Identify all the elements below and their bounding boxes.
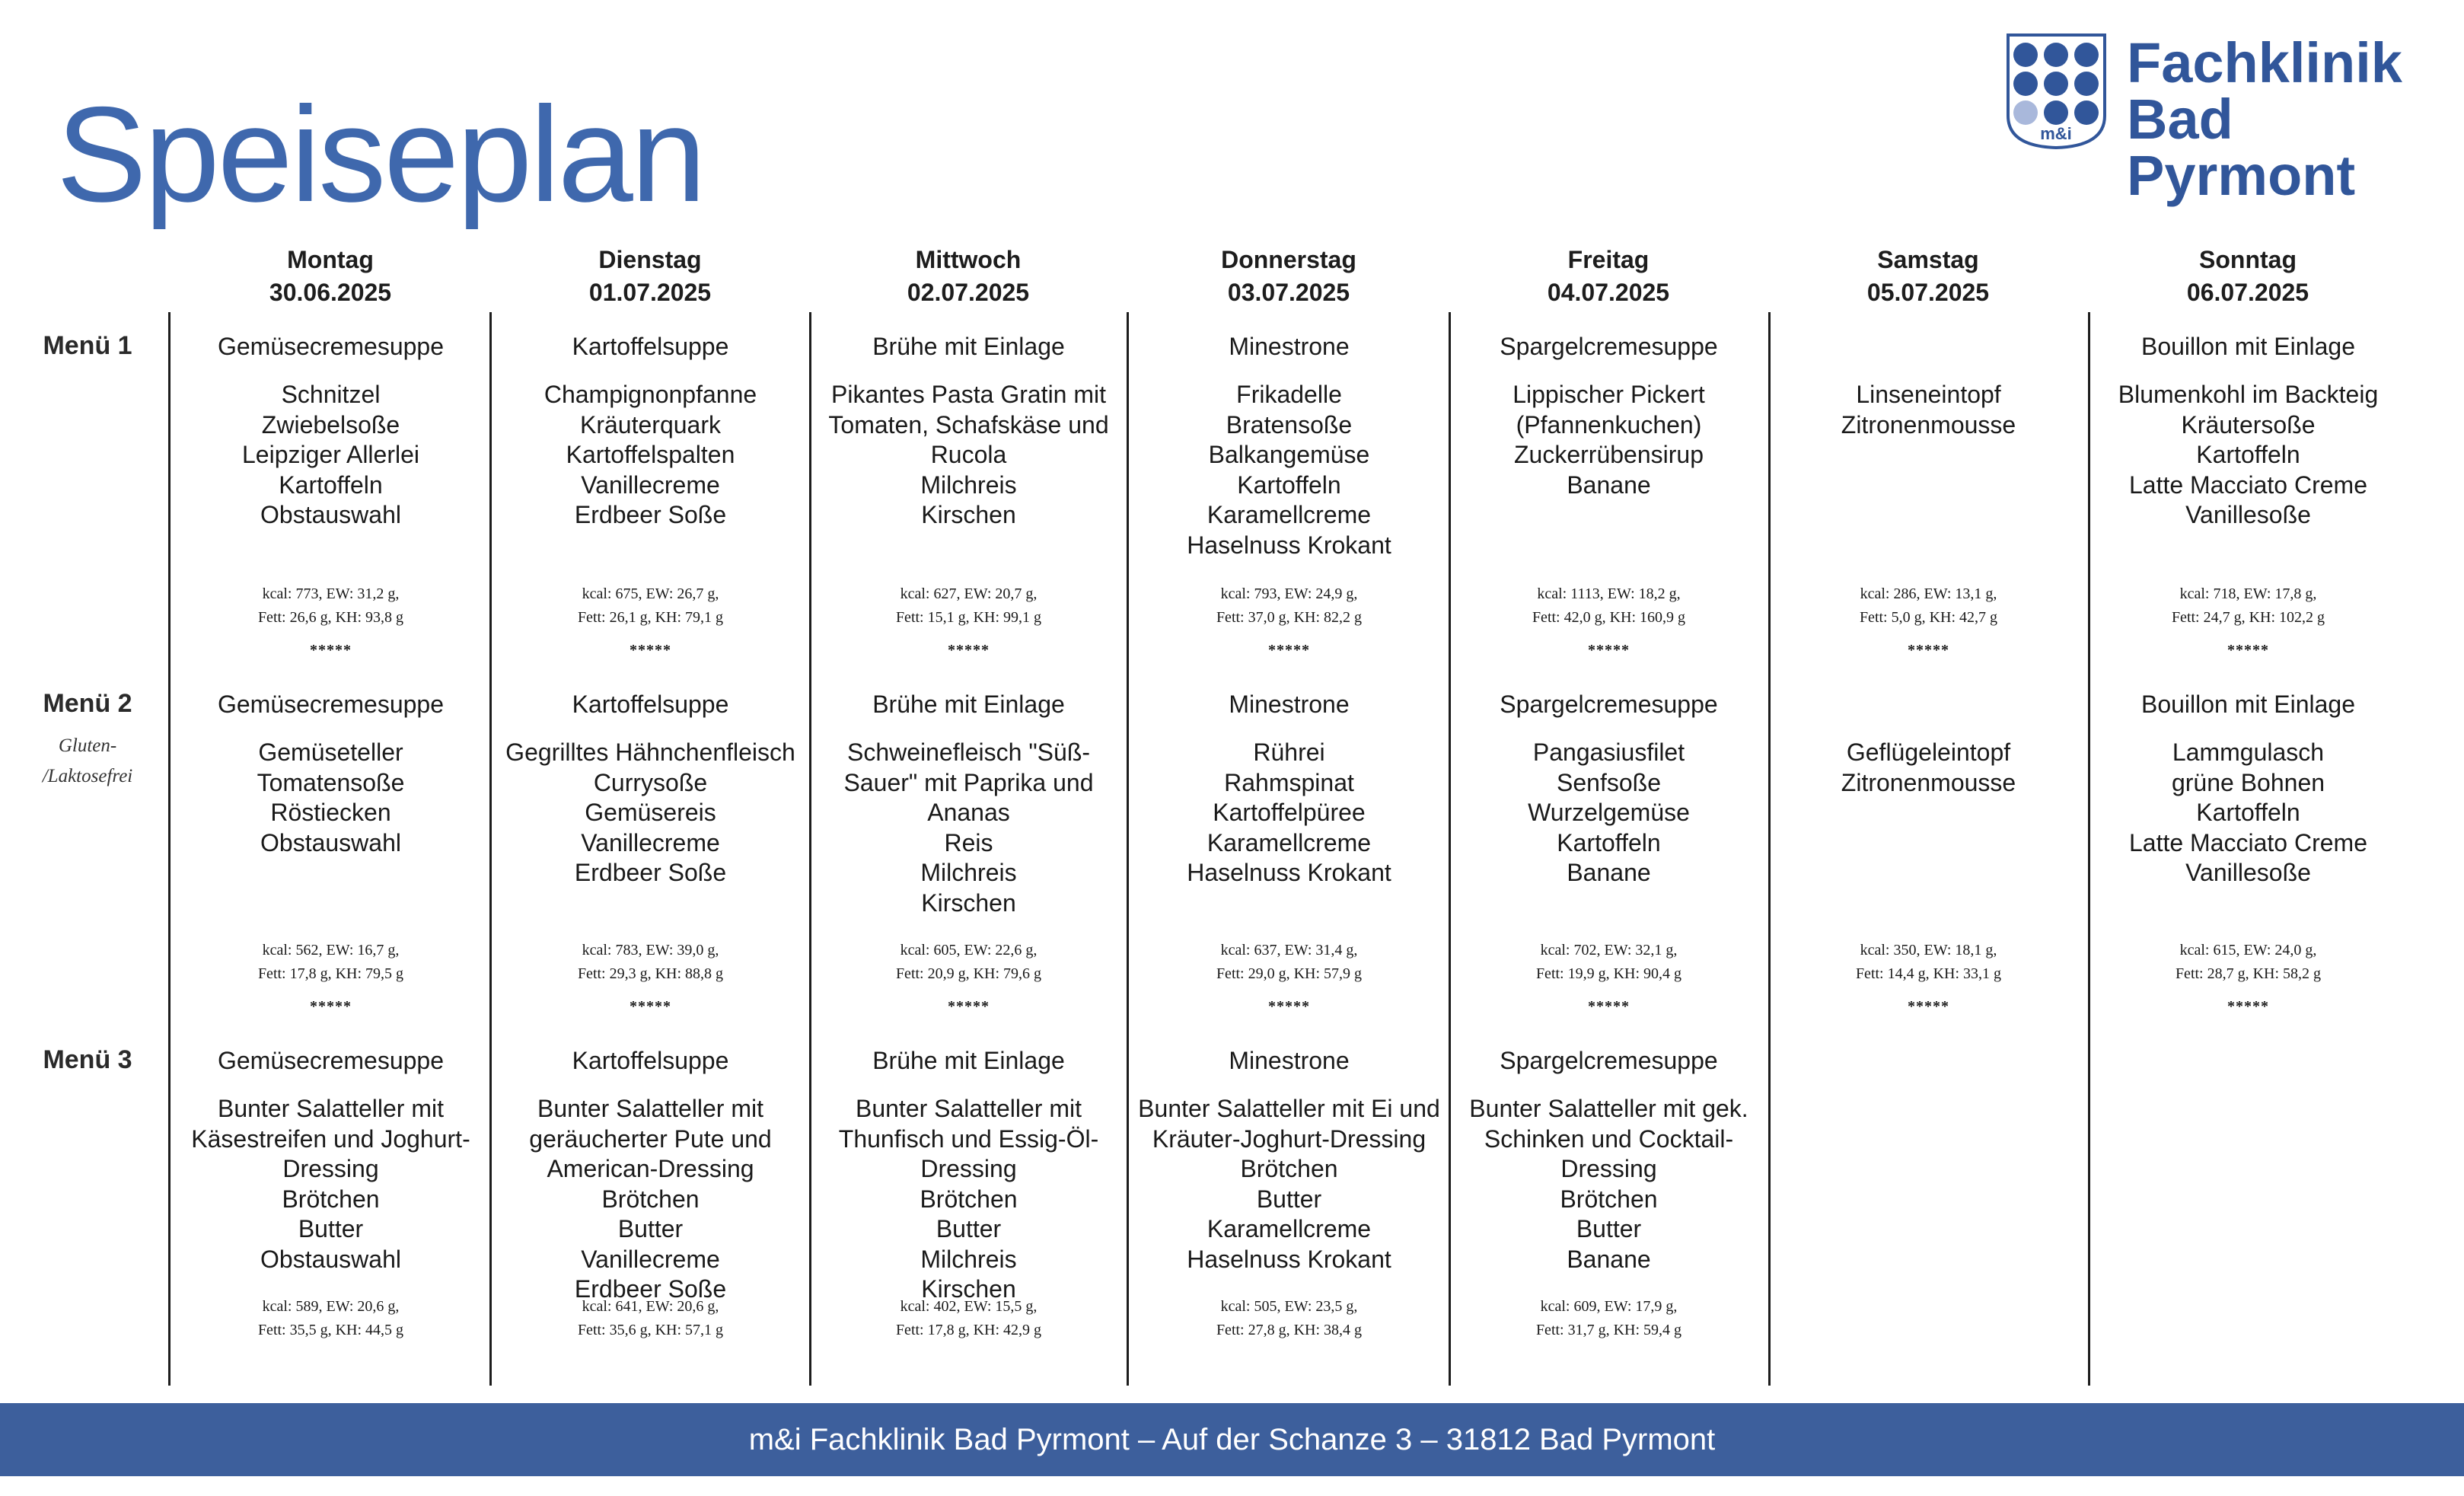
- dish-item: Käsestreifen und Joghurt-: [191, 1124, 470, 1153]
- dish-item: Thunfisch und Essig-Öl-: [838, 1124, 1099, 1153]
- dish-item: Frikadelle: [1236, 381, 1342, 408]
- dish-list: [1131, 738, 1447, 888]
- separator-stars: *****: [1588, 642, 1630, 659]
- menu-cell: [1771, 1045, 2086, 1094]
- dish-item: Rührei: [1253, 738, 1325, 766]
- column-divider: [489, 312, 492, 1386]
- dish-item: Bunter Salatteller mit gek.: [1469, 1095, 1748, 1122]
- nutrition-info: [173, 1295, 489, 1342]
- dish-item: Butter: [1576, 1215, 1642, 1242]
- nutrition-info: [1451, 582, 1767, 630]
- dish-item: Röstiecken: [270, 799, 391, 826]
- nutrition-info: [1771, 939, 2086, 986]
- dish-item: Obstauswahl: [260, 828, 401, 856]
- nutrition-info: [811, 939, 1127, 986]
- dish-item: Tomatensoße: [257, 768, 405, 796]
- dish-item: Kirschen: [921, 501, 1016, 528]
- dish-item: Zitronenmousse: [1841, 768, 2016, 796]
- menu-cell: [2090, 1045, 2406, 1094]
- menu-cell: [173, 689, 489, 858]
- nutrition-line: Fett: 31,7 g, KH: 59,4 g: [1535, 1322, 1682, 1338]
- dish-list: [1771, 738, 2086, 798]
- dish-item: Banane: [1567, 1245, 1651, 1273]
- soup-name: Gemüsecremesuppe: [217, 691, 445, 718]
- dietary-note: Gluten- /Laktosefrei: [42, 735, 133, 786]
- dish-item: Obstauswahl: [260, 1245, 401, 1273]
- soup-name: Gemüsecremesuppe: [217, 333, 445, 360]
- nutrition-info: [173, 939, 489, 986]
- day-date: 04.07.2025: [1547, 279, 1670, 306]
- separator-stars: *****: [948, 642, 990, 659]
- menu-cell: [811, 1045, 1127, 1305]
- dish-item: Vanillecreme: [581, 1245, 720, 1273]
- soup-name: Kartoffelsuppe: [572, 1047, 729, 1074]
- nutrition-info: [492, 939, 808, 986]
- nutrition-line: Fett: 37,0 g, KH: 82,2 g: [1216, 609, 1363, 626]
- dish-item: Currysoße: [593, 768, 708, 796]
- nutrition-line: Fett: 15,1 g, KH: 99,1 g: [895, 609, 1042, 626]
- dish-item: Bunter Salatteller mit: [217, 1095, 444, 1122]
- dish-item: Banane: [1567, 859, 1651, 886]
- dish-item: Reis: [944, 828, 993, 856]
- dish-item: Balkangemüse: [1208, 441, 1370, 468]
- dish-item: Senfsoße: [1557, 768, 1661, 796]
- dish-item: Ananas: [927, 799, 1010, 826]
- dish-item: Pangasiusfilet: [1532, 738, 1685, 766]
- day-date: 01.07.2025: [588, 279, 712, 306]
- nutrition-line: kcal: 783, EW: 39,0 g,: [582, 942, 719, 959]
- soup-name: Kartoffelsuppe: [572, 333, 729, 360]
- dish-item: Wurzelgemüse: [1528, 799, 1690, 826]
- logo-text-line1: Fachklinik: [2127, 31, 2402, 94]
- dish-item: Kräutersoße: [2181, 410, 2316, 439]
- nutrition-line: kcal: 675, EW: 26,7 g,: [582, 585, 719, 602]
- dish-item: Brötchen: [601, 1185, 700, 1213]
- dish-item: Bunter Salatteller mit: [537, 1095, 763, 1122]
- dish-item: Milchreis: [920, 1245, 1017, 1273]
- menu-label: Menü 2: [43, 689, 132, 718]
- separator-stars: *****: [630, 642, 671, 659]
- separator-stars: *****: [630, 998, 671, 1015]
- day-date: 06.07.2025: [2186, 279, 2309, 306]
- dish-item: Dressing: [1560, 1155, 1657, 1182]
- soup-name: Brühe mit Einlage: [872, 1047, 1065, 1074]
- dish-item: Zwiebelsoße: [261, 410, 400, 439]
- day-header: [808, 244, 1128, 309]
- dish-item: Dressing: [282, 1155, 379, 1182]
- dish-item: Brötchen: [1560, 1185, 1658, 1213]
- separator-stars: *****: [310, 642, 352, 659]
- logo-mark-text: m&i: [2040, 124, 2072, 143]
- dish-item: Rahmspinat: [1224, 768, 1354, 796]
- nutrition-line: kcal: 637, EW: 31,4 g,: [1220, 942, 1358, 959]
- day-header: [1129, 244, 1449, 309]
- footer-address: m&i Fachklinik Bad Pyrmont – Auf der Schanze 3 – 31812 Bad Pyrmont: [0, 1403, 2464, 1476]
- dish-item: Vanillecreme: [581, 828, 720, 856]
- menu-cell: [811, 331, 1127, 531]
- menu-grid: [0, 244, 2464, 1386]
- dish-list: [1131, 380, 1447, 560]
- soup-name: Spargelcremesuppe: [1500, 691, 1718, 718]
- nutrition-info: [492, 1295, 808, 1342]
- nutrition-line: Fett: 17,8 g, KH: 42,9 g: [895, 1322, 1042, 1338]
- dish-item: Geflügeleintopf: [1846, 738, 2011, 766]
- clinic-logo: [2005, 23, 2446, 207]
- soup-name: Brühe mit Einlage: [872, 691, 1065, 718]
- nutrition-line: Fett: 26,1 g, KH: 79,1 g: [577, 609, 724, 626]
- dish-item: Brötchen: [920, 1185, 1018, 1213]
- nutrition-line: kcal: 627, EW: 20,7 g,: [900, 585, 1038, 602]
- dish-item: American-Dressing: [547, 1155, 754, 1182]
- dish-item: Kirschen: [921, 1275, 1016, 1303]
- soup-name: [1771, 1045, 2086, 1076]
- dish-item: geräucherter Pute und: [529, 1124, 772, 1153]
- menu-cell: [173, 331, 489, 531]
- nutrition-line: Fett: 17,8 g, KH: 79,5 g: [257, 965, 404, 982]
- nutrition-line: Fett: 20,9 g, KH: 79,6 g: [895, 965, 1042, 982]
- column-divider: [168, 312, 171, 1386]
- dish-item: Tomaten, Schafskäse und: [828, 410, 1109, 439]
- dish-item: Zuckerrübensirup: [1514, 441, 1704, 468]
- soup-name: [1771, 689, 2086, 719]
- day-date: 30.06.2025: [269, 279, 392, 306]
- dish-item: Zitronenmousse: [1841, 410, 2016, 439]
- menu-cell: [1451, 1045, 1767, 1274]
- nutrition-line: Fett: 28,7 g, KH: 58,2 g: [2175, 965, 2322, 982]
- dish-list: [1451, 1094, 1767, 1274]
- day-date: 03.07.2025: [1227, 279, 1350, 306]
- menu-cell: [1451, 331, 1767, 500]
- column-divider: [1127, 312, 1129, 1386]
- dish-item: Karamellcreme: [1206, 1215, 1372, 1242]
- dish-item: Leipziger Allerlei: [241, 441, 419, 468]
- soup-name: Minestrone: [1229, 1047, 1350, 1074]
- nutrition-line: Fett: 35,6 g, KH: 57,1 g: [577, 1322, 724, 1338]
- day-name: Montag: [287, 246, 374, 273]
- menu-cell: [1451, 689, 1767, 888]
- menu-cell: [1131, 1045, 1447, 1274]
- dish-item: Erdbeer Soße: [574, 1275, 727, 1303]
- nutrition-line: kcal: 350, EW: 18,1 g,: [1860, 942, 1997, 959]
- soup-name: [2090, 1045, 2406, 1076]
- day-name: Dienstag: [598, 246, 702, 273]
- dish-item: Gemüseteller: [258, 738, 403, 766]
- dish-item: Vanillecreme: [581, 470, 720, 499]
- nutrition-line: kcal: 605, EW: 22,6 g,: [900, 942, 1038, 959]
- dish-item: Brötchen: [1240, 1155, 1338, 1182]
- dish-item: grüne Bohnen: [2171, 768, 2325, 796]
- menu-label: Menü 1: [43, 331, 132, 360]
- dish-item: Butter: [617, 1215, 684, 1242]
- page-title: Speiseplan: [56, 78, 704, 230]
- dish-item: Bunter Salatteller mit Ei und: [1138, 1095, 1440, 1122]
- nutrition-line: kcal: 718, EW: 17,8 g,: [2179, 585, 2317, 602]
- soup-name: [1771, 331, 2086, 362]
- dish-list: [811, 1094, 1127, 1305]
- dish-item: Kartoffeln: [2196, 799, 2300, 826]
- clinic-logo-icon: [2005, 32, 2108, 150]
- menu-cell: [492, 1045, 808, 1305]
- dish-item: Haselnuss Krokant: [1187, 1245, 1391, 1273]
- nutrition-line: kcal: 589, EW: 20,6 g,: [262, 1298, 400, 1315]
- menu-cell: [492, 331, 808, 531]
- nutrition-line: Fett: 29,0 g, KH: 57,9 g: [1216, 965, 1363, 982]
- dish-list: [492, 1094, 808, 1305]
- separator-stars: *****: [1588, 998, 1630, 1015]
- dish-item: Haselnuss Krokant: [1187, 859, 1391, 886]
- dish-list: [173, 738, 489, 858]
- nutrition-info: [1771, 582, 2086, 630]
- dish-item: Banane: [1567, 470, 1651, 499]
- dish-item: Karamellcreme: [1206, 501, 1372, 528]
- dish-item: Lippischer Pickert: [1513, 381, 1705, 408]
- separator-stars: *****: [2227, 642, 2269, 659]
- soup-name: Bouillon mit Einlage: [2140, 691, 2356, 718]
- day-name: Freitag: [1567, 246, 1650, 273]
- dish-item: Erdbeer Soße: [574, 501, 727, 528]
- dish-item: Rucola: [930, 441, 1007, 468]
- separator-stars: *****: [1268, 642, 1310, 659]
- nutrition-line: kcal: 286, EW: 13,1 g,: [1860, 585, 1997, 602]
- soup-name: Bouillon mit Einlage: [2140, 333, 2356, 360]
- dish-item: Kartoffelspalten: [566, 441, 735, 468]
- nutrition-line: kcal: 609, EW: 17,9 g,: [1540, 1298, 1678, 1315]
- dish-item: Obstauswahl: [260, 501, 401, 528]
- dish-list: [173, 380, 489, 531]
- day-name: Mittwoch: [915, 246, 1022, 273]
- dish-item: Kartoffeln: [1557, 828, 1661, 856]
- nutrition-line: Fett: 5,0 g, KH: 42,7 g: [1859, 609, 1998, 626]
- dish-item: Karamellcreme: [1206, 828, 1372, 856]
- nutrition-line: kcal: 773, EW: 31,2 g,: [262, 585, 400, 602]
- nutrition-line: kcal: 402, EW: 15,5 g,: [900, 1298, 1038, 1315]
- menu-cell: [1131, 331, 1447, 560]
- dish-item: Gemüsereis: [585, 799, 716, 826]
- dish-item: Kräuterquark: [580, 410, 721, 439]
- dish-item: Erdbeer Soße: [574, 859, 727, 886]
- day-date: 02.07.2025: [907, 279, 1030, 306]
- nutrition-line: Fett: 27,8 g, KH: 38,4 g: [1216, 1322, 1363, 1338]
- day-date: 05.07.2025: [1866, 279, 1990, 306]
- dish-item: Linseneintopf: [1856, 381, 2001, 408]
- nutrition-line: kcal: 505, EW: 23,5 g,: [1220, 1298, 1358, 1315]
- soup-name: Spargelcremesuppe: [1500, 333, 1718, 360]
- day-header: [1768, 244, 2088, 309]
- dish-item: Butter: [936, 1215, 1002, 1242]
- dish-list: [492, 380, 808, 531]
- dish-item: Kräuter-Joghurt-Dressing: [1152, 1124, 1426, 1153]
- dish-item: Blumenkohl im Backteig: [2118, 381, 2379, 408]
- dish-item: Kartoffeln: [2196, 441, 2300, 468]
- day-name: Sonntag: [2199, 246, 2297, 273]
- menu-cell: [1131, 689, 1447, 888]
- separator-stars: *****: [948, 998, 990, 1015]
- soup-name: Minestrone: [1229, 691, 1350, 718]
- nutrition-info: [1451, 1295, 1767, 1342]
- dish-item: Vanillesoße: [2185, 859, 2311, 886]
- nutrition-info: [811, 582, 1127, 630]
- dish-item: Kirschen: [921, 888, 1016, 917]
- day-header: [490, 244, 810, 309]
- nutrition-line: kcal: 702, EW: 32,1 g,: [1540, 942, 1678, 959]
- dish-item: Milchreis: [920, 859, 1017, 886]
- nutrition-info: [2090, 582, 2406, 630]
- menu-cell: [811, 689, 1127, 918]
- nutrition-info: [173, 582, 489, 630]
- separator-stars: *****: [1908, 998, 1949, 1015]
- dish-item: (Pfannenkuchen): [1516, 410, 1702, 439]
- dish-list: [1771, 380, 2086, 440]
- dish-item: Vanillesoße: [2185, 501, 2311, 528]
- dish-item: Bratensoße: [1226, 410, 1353, 439]
- nutrition-line: kcal: 641, EW: 20,6 g,: [582, 1298, 719, 1315]
- dish-list: [811, 380, 1127, 531]
- nutrition-line: Fett: 26,6 g, KH: 93,8 g: [257, 609, 404, 626]
- dish-item: Brötchen: [282, 1185, 380, 1213]
- nutrition-line: kcal: 1113, EW: 18,2 g,: [1537, 585, 1681, 602]
- nutrition-line: Fett: 24,7 g, KH: 102,2 g: [2171, 609, 2325, 626]
- soup-name: Spargelcremesuppe: [1500, 1047, 1718, 1074]
- separator-stars: *****: [1908, 642, 1949, 659]
- dish-list: [1451, 380, 1767, 500]
- menu-cell: [2090, 689, 2406, 888]
- dish-item: Haselnuss Krokant: [1187, 531, 1391, 559]
- nutrition-line: kcal: 562, EW: 16,7 g,: [262, 942, 400, 959]
- menu-cell: [492, 689, 808, 888]
- nutrition-info: [2090, 939, 2406, 986]
- nutrition-line: Fett: 29,3 g, KH: 88,8 g: [577, 965, 724, 982]
- soup-name: Brühe mit Einlage: [872, 333, 1065, 360]
- separator-stars: *****: [310, 998, 352, 1015]
- nutrition-info: [1131, 582, 1447, 630]
- dish-item: Butter: [1256, 1185, 1322, 1213]
- dish-list: [1131, 1094, 1447, 1274]
- dish-item: Latte Macciato Creme: [2128, 828, 2367, 856]
- menu-cell: [2090, 331, 2406, 531]
- day-header: [171, 244, 490, 309]
- dish-item: Dressing: [920, 1155, 1017, 1182]
- dish-item: Butter: [298, 1215, 364, 1242]
- day-header: [2088, 244, 2408, 309]
- dish-item: Bunter Salatteller mit: [855, 1095, 1082, 1122]
- nutrition-info: [1451, 939, 1767, 986]
- dish-list: [173, 1094, 489, 1274]
- dish-list: [2090, 380, 2406, 531]
- logo-text-line2: Bad Pyrmont: [2127, 88, 2356, 207]
- menu-cell: [173, 1045, 489, 1274]
- nutrition-info: [1131, 939, 1447, 986]
- dish-item: Lammgulasch: [2172, 738, 2325, 766]
- nutrition-info: [1131, 1295, 1447, 1342]
- dish-item: Kartoffeln: [279, 470, 383, 499]
- day-header: [1449, 244, 1768, 309]
- dish-list: [492, 738, 808, 888]
- day-name: Samstag: [1877, 246, 1979, 273]
- dish-item: Sauer" mit Paprika und: [843, 768, 1094, 796]
- dish-item: Kartoffelpüree: [1213, 799, 1366, 826]
- menu-cell: [1771, 689, 2086, 798]
- nutrition-line: Fett: 19,9 g, KH: 90,4 g: [1535, 965, 1682, 982]
- dish-item: Gegrilltes Hähnchenfleisch: [505, 738, 795, 766]
- separator-stars: *****: [1268, 998, 1310, 1015]
- dish-item: Schweinefleisch "Süß-: [846, 738, 1091, 766]
- nutrition-info: [492, 582, 808, 630]
- nutrition-line: Fett: 35,5 g, KH: 44,5 g: [257, 1322, 404, 1338]
- dish-list: [1451, 738, 1767, 888]
- column-divider: [1768, 312, 1771, 1386]
- dish-list: [811, 738, 1127, 918]
- nutrition-line: Fett: 42,0 g, KH: 160,9 g: [1532, 609, 1686, 626]
- dish-item: Latte Macciato Creme: [2128, 470, 2367, 499]
- dish-item: Kartoffeln: [1237, 470, 1341, 499]
- nutrition-line: kcal: 615, EW: 24,0 g,: [2179, 942, 2317, 959]
- menu-cell: [1771, 331, 2086, 440]
- soup-name: Minestrone: [1229, 333, 1350, 360]
- day-name: Donnerstag: [1221, 246, 1356, 273]
- menu-label: Menü 3: [43, 1045, 132, 1074]
- dish-item: Schnitzel: [281, 381, 381, 408]
- separator-stars: *****: [2227, 998, 2269, 1015]
- dish-item: Champignonpfanne: [543, 381, 757, 408]
- dish-item: Pikantes Pasta Gratin mit: [830, 381, 1107, 408]
- soup-name: Kartoffelsuppe: [572, 691, 729, 718]
- dish-list: [2090, 738, 2406, 888]
- nutrition-line: Fett: 14,4 g, KH: 33,1 g: [1855, 965, 2002, 982]
- dish-item: Milchreis: [920, 470, 1017, 499]
- nutrition-line: kcal: 793, EW: 24,9 g,: [1220, 585, 1358, 602]
- nutrition-info: [811, 1295, 1127, 1342]
- soup-name: Gemüsecremesuppe: [217, 1047, 445, 1074]
- dish-item: Schinken und Cocktail-: [1484, 1124, 1734, 1153]
